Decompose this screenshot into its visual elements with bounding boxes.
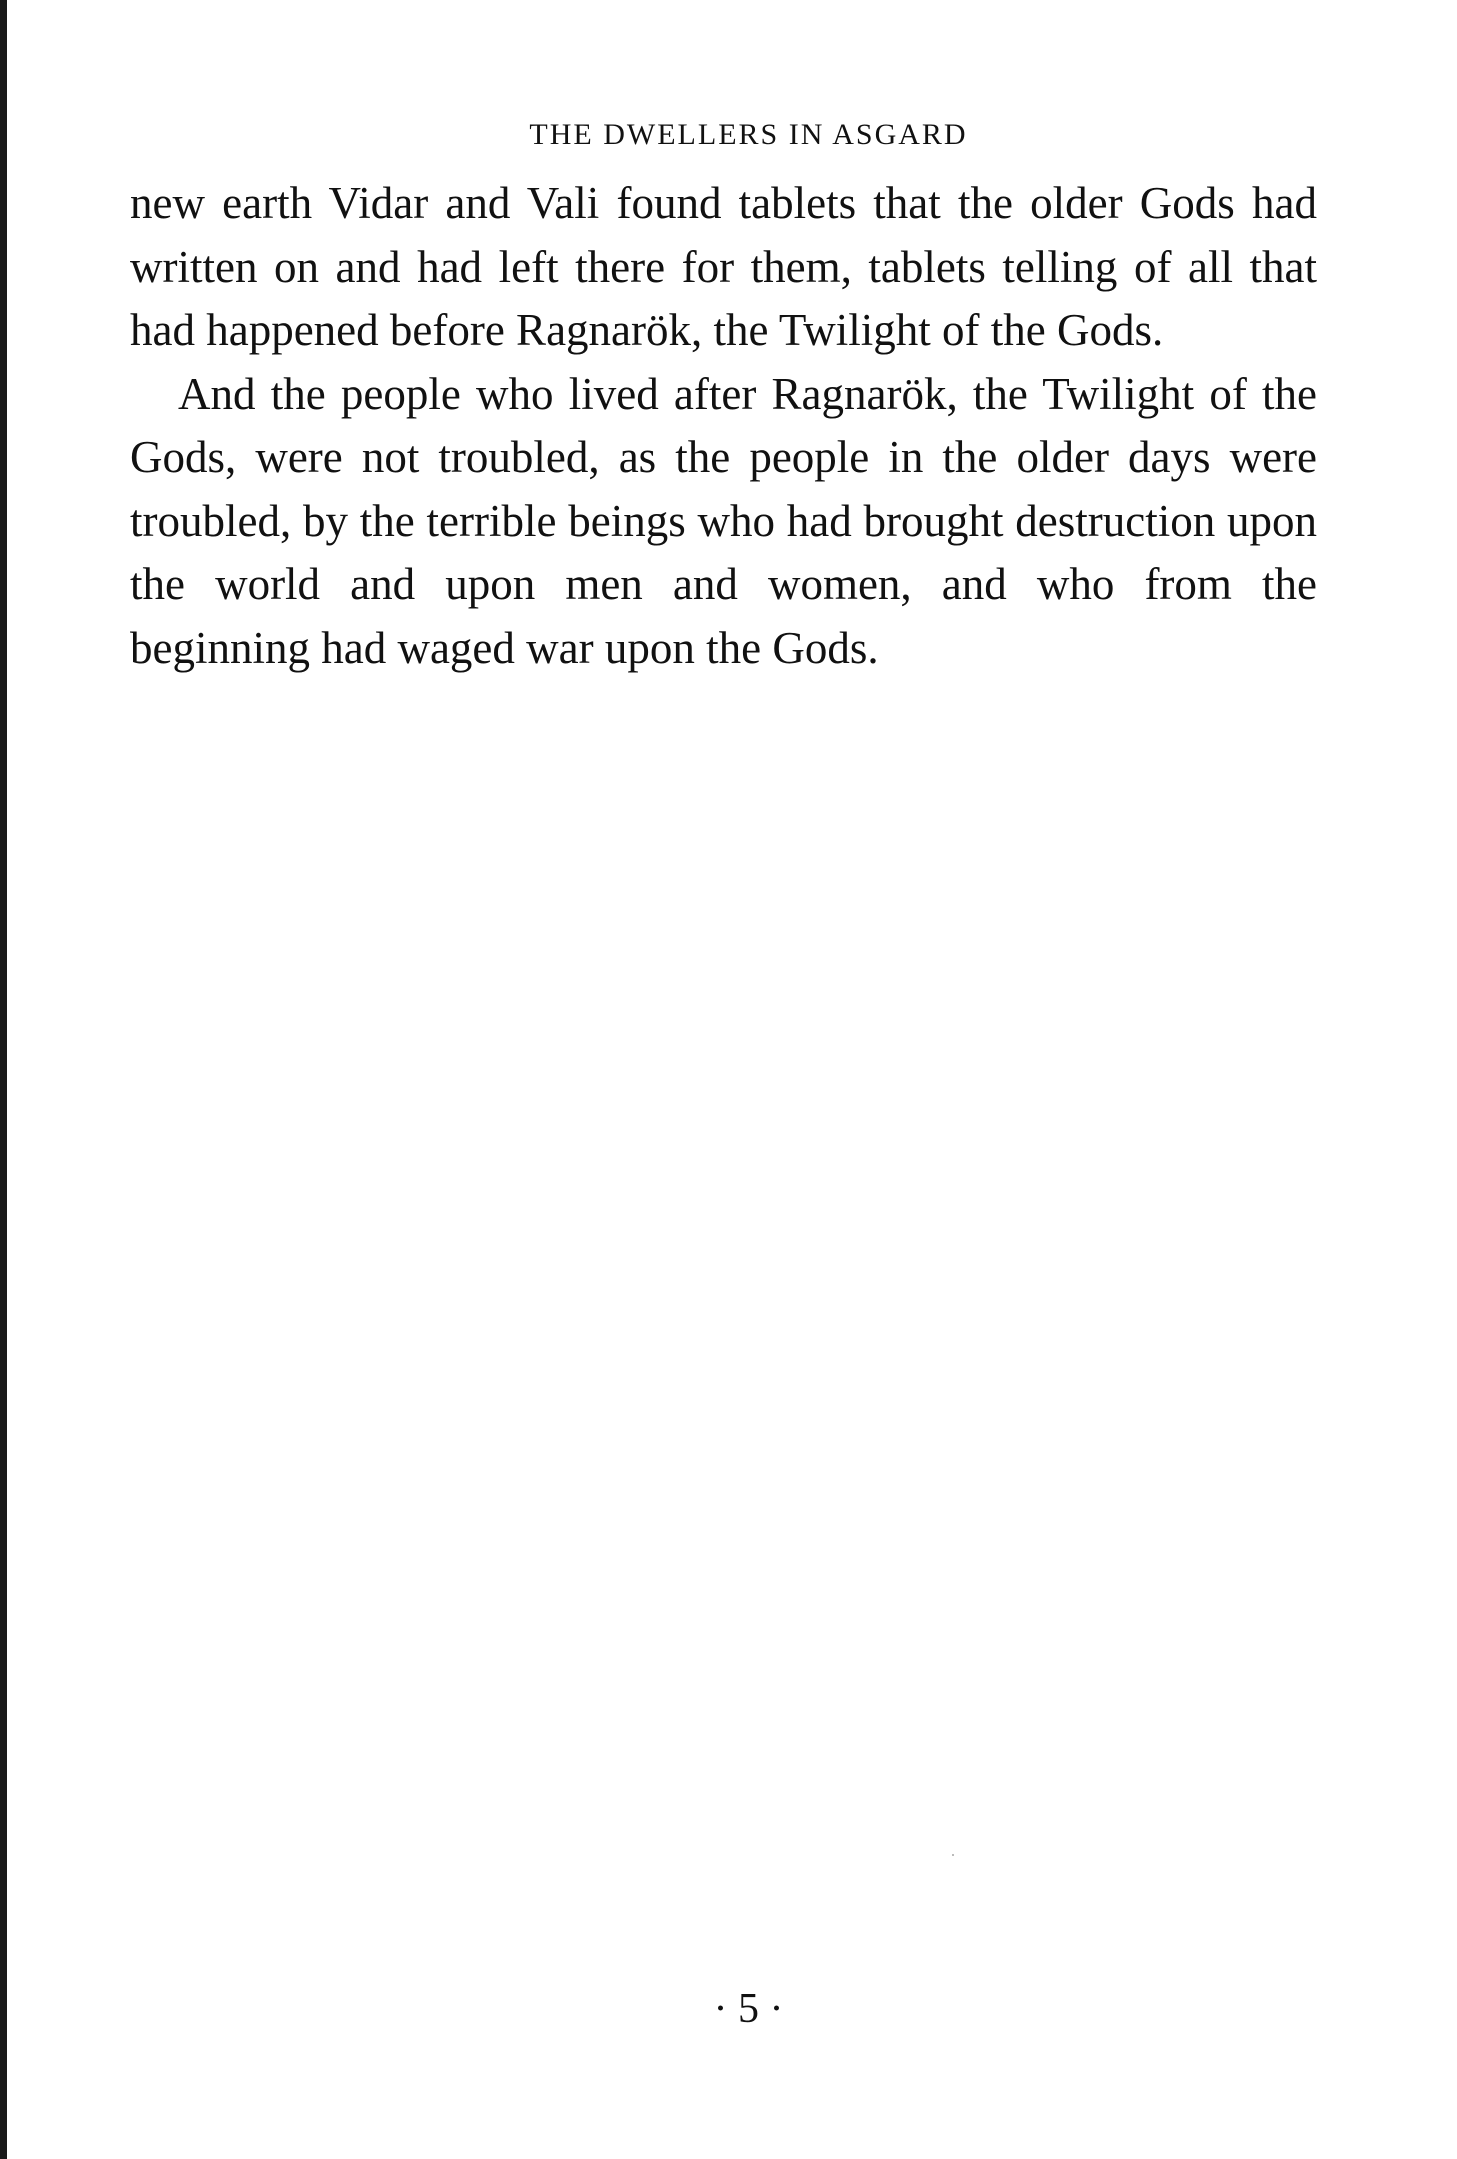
scan-speck bbox=[952, 1854, 954, 1856]
body-text bbox=[130, 172, 1317, 680]
running-head: THE DWELLERS IN ASGARD bbox=[529, 118, 968, 151]
page-number: · 5 · bbox=[713, 1986, 784, 2032]
paragraph: And the people who lived after Ragnarök, the Twilight of the Gods, were not troubled, as the people in the older days were troubled, by the terrible beings who had brought destruction upon the world and upon men and women, and who from the beginning had waged war upon the Gods. bbox=[130, 368, 1317, 673]
paragraph-continuation: new earth Vidar and Vali found tablets that the older Gods had written on and had left there for them, tablets telling of all that had happened before Ragnarök, the Twilight of the Gods. bbox=[130, 178, 1317, 355]
scan-edge bbox=[0, 0, 7, 2159]
